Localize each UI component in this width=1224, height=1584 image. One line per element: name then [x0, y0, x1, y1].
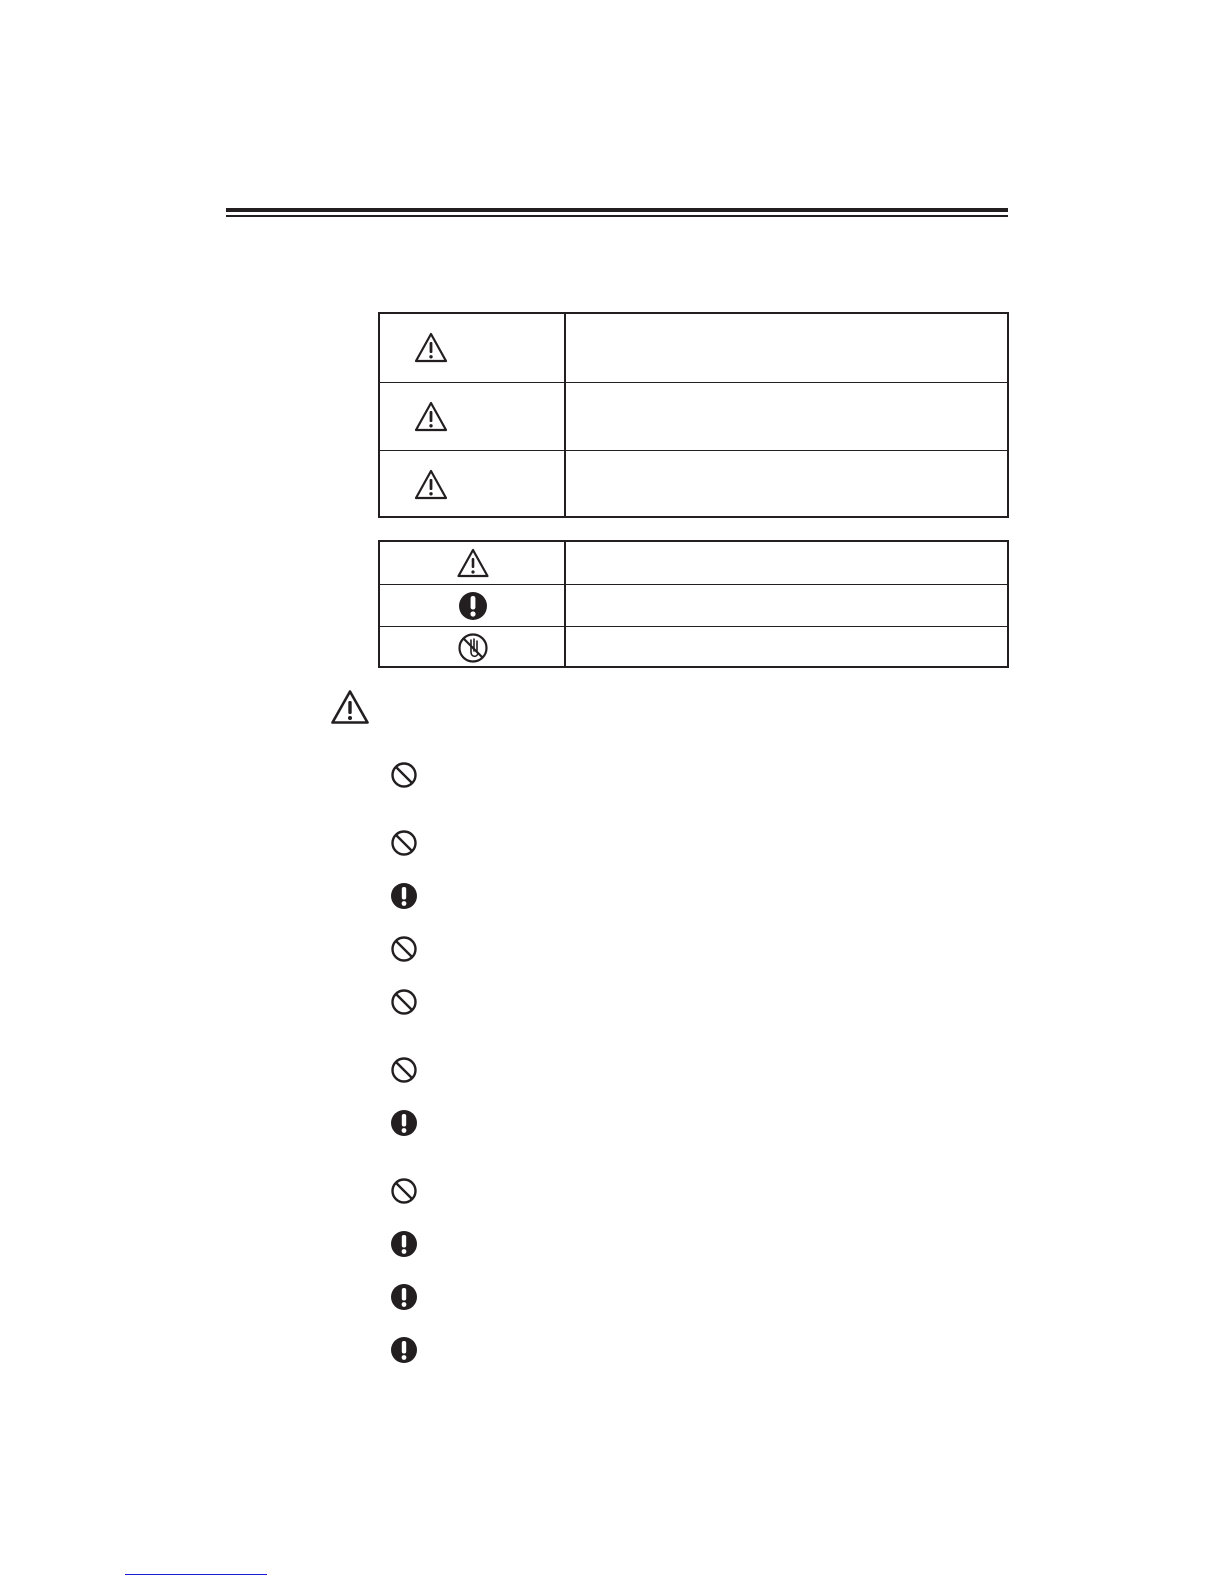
signal-level-row	[380, 314, 1007, 382]
warning-item	[390, 988, 990, 1018]
warning-triangle-icon	[457, 547, 489, 579]
signal-level-row	[380, 450, 1007, 519]
signal-levels-table	[378, 312, 1009, 518]
mandatory-action-icon	[390, 882, 418, 910]
prohibition-icon	[390, 829, 418, 857]
symbol-legend-row	[380, 626, 1007, 669]
symbol-legend-table	[378, 540, 1009, 668]
signal-level-row	[380, 382, 1007, 451]
warning-triangle-icon	[330, 689, 370, 725]
symbol-legend-row	[380, 584, 1007, 627]
warning-triangle-icon	[414, 332, 448, 363]
warning-triangle-icon	[414, 469, 448, 500]
footer-link-underline	[125, 1574, 267, 1576]
header-rule-thick	[226, 208, 1008, 212]
header-rule-thin	[226, 215, 1008, 217]
warning-item	[390, 761, 990, 791]
mandatory-action-icon	[457, 590, 489, 622]
warning-item	[390, 1109, 990, 1139]
warning-item	[390, 1336, 990, 1366]
warning-item	[390, 1283, 990, 1313]
warning-item	[390, 829, 990, 859]
warning-item	[390, 1230, 990, 1260]
prohibition-icon	[390, 988, 418, 1016]
do-not-touch-wet-hand-icon	[457, 632, 489, 664]
mandatory-action-icon	[390, 1109, 418, 1137]
mandatory-action-icon	[390, 1230, 418, 1258]
warning-item	[390, 1177, 990, 1207]
prohibition-icon	[390, 1056, 418, 1084]
warning-item	[390, 882, 990, 912]
prohibition-icon	[390, 761, 418, 789]
prohibition-icon	[390, 1177, 418, 1205]
footer-link[interactable]	[125, 1553, 267, 1575]
warning-item	[390, 935, 990, 965]
warning-item	[390, 1056, 990, 1086]
prohibition-icon	[390, 935, 418, 963]
mandatory-action-icon	[390, 1283, 418, 1311]
symbol-legend-row	[380, 542, 1007, 584]
mandatory-action-icon	[390, 1336, 418, 1364]
warning-triangle-icon	[414, 401, 448, 432]
